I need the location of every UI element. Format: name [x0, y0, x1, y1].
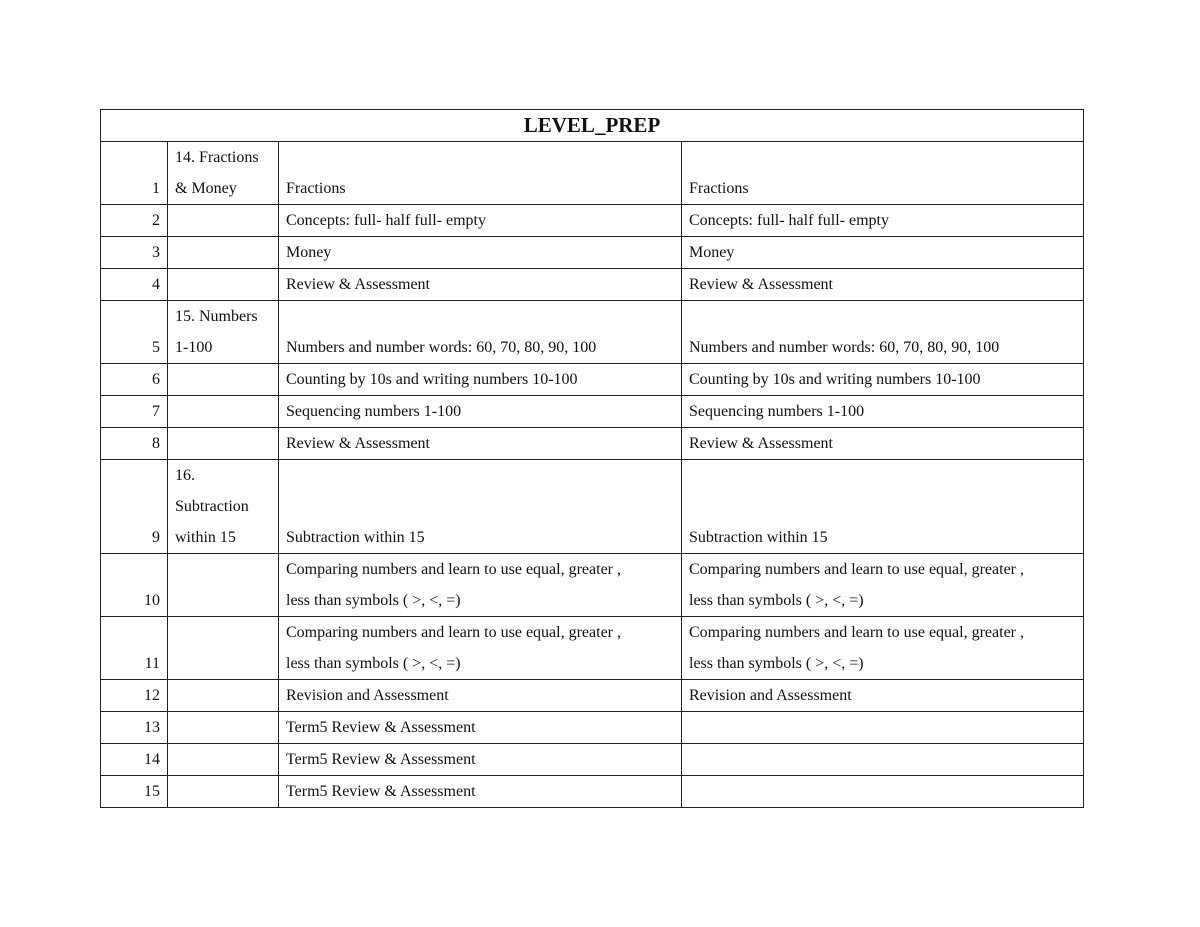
lesson-copy-cell — [682, 680, 1084, 712]
lesson-line: Sequencing numbers 1-100 — [286, 403, 462, 420]
table-row — [101, 460, 1084, 554]
table-row — [101, 680, 1084, 712]
lesson-line: Counting by 10s and writing numbers 10-100 — [286, 371, 578, 388]
lesson-line: less than symbols ( >, <, =) — [286, 592, 461, 609]
lesson-line: Review & Assessment — [286, 276, 430, 293]
table-row — [101, 301, 1084, 364]
lesson-line: Comparing numbers and learn to use equal, greater , — [286, 624, 621, 641]
lesson-line: Review & Assessment — [689, 276, 833, 293]
lesson-line: Fractions — [689, 180, 749, 197]
lesson-cell — [279, 460, 682, 554]
lesson-cell — [279, 680, 682, 712]
lesson-line: Review & Assessment — [689, 435, 833, 452]
table-row — [101, 269, 1084, 301]
table-row — [101, 617, 1084, 680]
lesson-line: less than symbols ( >, <, =) — [689, 592, 864, 609]
lesson-line: Subtraction within 15 — [689, 529, 828, 546]
table-row — [101, 744, 1084, 776]
lesson-line: Money — [286, 244, 332, 261]
lesson-copy-cell — [682, 237, 1084, 269]
lesson-copy-cell — [682, 364, 1084, 396]
lesson-line: Review & Assessment — [286, 435, 430, 452]
lesson-line: Comparing numbers and learn to use equal, greater , — [689, 561, 1024, 578]
week-number-cell: 9 — [101, 460, 168, 554]
table-row — [101, 205, 1084, 237]
week-number-cell: 11 — [101, 617, 168, 680]
week-number-cell: 13 — [101, 712, 168, 744]
unit-cell — [168, 364, 279, 396]
unit-cell — [168, 776, 279, 808]
lesson-line: Numbers and number words: 60, 70, 80, 90, 100 — [286, 339, 597, 356]
week-number-cell: 12 — [101, 680, 168, 712]
unit-cell — [168, 744, 279, 776]
week-number-cell: 8 — [101, 428, 168, 460]
lesson-cell — [279, 554, 682, 617]
week-number-cell: 2 — [101, 205, 168, 237]
lesson-copy-cell — [682, 712, 1084, 744]
table-row — [101, 237, 1084, 269]
unit-cell — [168, 712, 279, 744]
lesson-cell — [279, 712, 682, 744]
lesson-cell — [279, 205, 682, 237]
lesson-line: Subtraction within 15 — [286, 529, 425, 546]
lesson-line: Concepts: full- half full- empty — [286, 212, 486, 229]
unit-line: 16. — [175, 467, 195, 484]
week-number-cell: 10 — [101, 554, 168, 617]
lesson-line: Concepts: full- half full- empty — [689, 212, 889, 229]
table-row — [101, 428, 1084, 460]
lesson-copy-cell — [682, 617, 1084, 680]
unit-cell — [168, 301, 279, 364]
week-number-cell: 15 — [101, 776, 168, 808]
lesson-line: Fractions — [286, 180, 346, 197]
lesson-cell — [279, 269, 682, 301]
lesson-line: less than symbols ( >, <, =) — [286, 655, 461, 672]
lesson-copy-cell — [682, 460, 1084, 554]
lesson-cell — [279, 142, 682, 205]
lesson-line: less than symbols ( >, <, =) — [689, 655, 864, 672]
lesson-line: Sequencing numbers 1-100 — [689, 403, 865, 420]
week-number-cell: 6 — [101, 364, 168, 396]
table-body — [101, 142, 1084, 808]
unit-line: within 15 — [175, 529, 236, 546]
unit-cell — [168, 617, 279, 680]
table-row — [101, 364, 1084, 396]
unit-line: 15. Numbers — [175, 308, 258, 325]
unit-cell — [168, 142, 279, 205]
lesson-cell — [279, 428, 682, 460]
lesson-cell — [279, 301, 682, 364]
lesson-line: Term5 Review & Assessment — [286, 751, 476, 768]
lesson-copy-cell — [682, 554, 1084, 617]
unit-cell — [168, 269, 279, 301]
week-number-cell: 7 — [101, 396, 168, 428]
lesson-copy-cell — [682, 428, 1084, 460]
lesson-line: Comparing numbers and learn to use equal, greater , — [286, 561, 621, 578]
week-number-cell: 3 — [101, 237, 168, 269]
lesson-line: Comparing numbers and learn to use equal, greater , — [689, 624, 1024, 641]
lesson-cell — [279, 237, 682, 269]
week-number-cell: 14 — [101, 744, 168, 776]
table-title: LEVEL_PREP — [101, 110, 1084, 142]
table-row — [101, 712, 1084, 744]
unit-cell — [168, 680, 279, 712]
unit-cell — [168, 205, 279, 237]
curriculum-table — [100, 109, 1084, 808]
lesson-cell — [279, 364, 682, 396]
lesson-cell — [279, 744, 682, 776]
lesson-copy-cell — [682, 776, 1084, 808]
lesson-copy-cell — [682, 396, 1084, 428]
lesson-cell — [279, 776, 682, 808]
lesson-copy-cell — [682, 142, 1084, 205]
week-number-cell: 1 — [101, 142, 168, 205]
unit-line: 1-100 — [175, 339, 213, 356]
lesson-line: Counting by 10s and writing numbers 10-100 — [689, 371, 981, 388]
week-number-cell: 5 — [101, 301, 168, 364]
lesson-line: Money — [689, 244, 735, 261]
unit-cell — [168, 396, 279, 428]
table-row — [101, 554, 1084, 617]
unit-cell — [168, 460, 279, 554]
unit-cell — [168, 237, 279, 269]
lesson-line: Term5 Review & Assessment — [286, 783, 476, 800]
lesson-line: Revision and Assessment — [689, 687, 852, 704]
unit-cell — [168, 554, 279, 617]
unit-line: 14. Fractions — [175, 149, 259, 166]
lesson-line: Revision and Assessment — [286, 687, 449, 704]
lesson-cell — [279, 396, 682, 428]
lesson-copy-cell — [682, 744, 1084, 776]
lesson-line: Term5 Review & Assessment — [286, 719, 476, 736]
title-row — [101, 110, 1084, 142]
unit-line: Subtraction — [175, 498, 249, 515]
unit-cell — [168, 428, 279, 460]
table-row — [101, 776, 1084, 808]
lesson-copy-cell — [682, 301, 1084, 364]
unit-line: & Money — [175, 180, 237, 197]
lesson-cell — [279, 617, 682, 680]
table-row — [101, 396, 1084, 428]
lesson-copy-cell — [682, 205, 1084, 237]
week-number-cell: 4 — [101, 269, 168, 301]
table-row — [101, 142, 1084, 205]
lesson-copy-cell — [682, 269, 1084, 301]
lesson-line: Numbers and number words: 60, 70, 80, 90, 100 — [689, 339, 1000, 356]
